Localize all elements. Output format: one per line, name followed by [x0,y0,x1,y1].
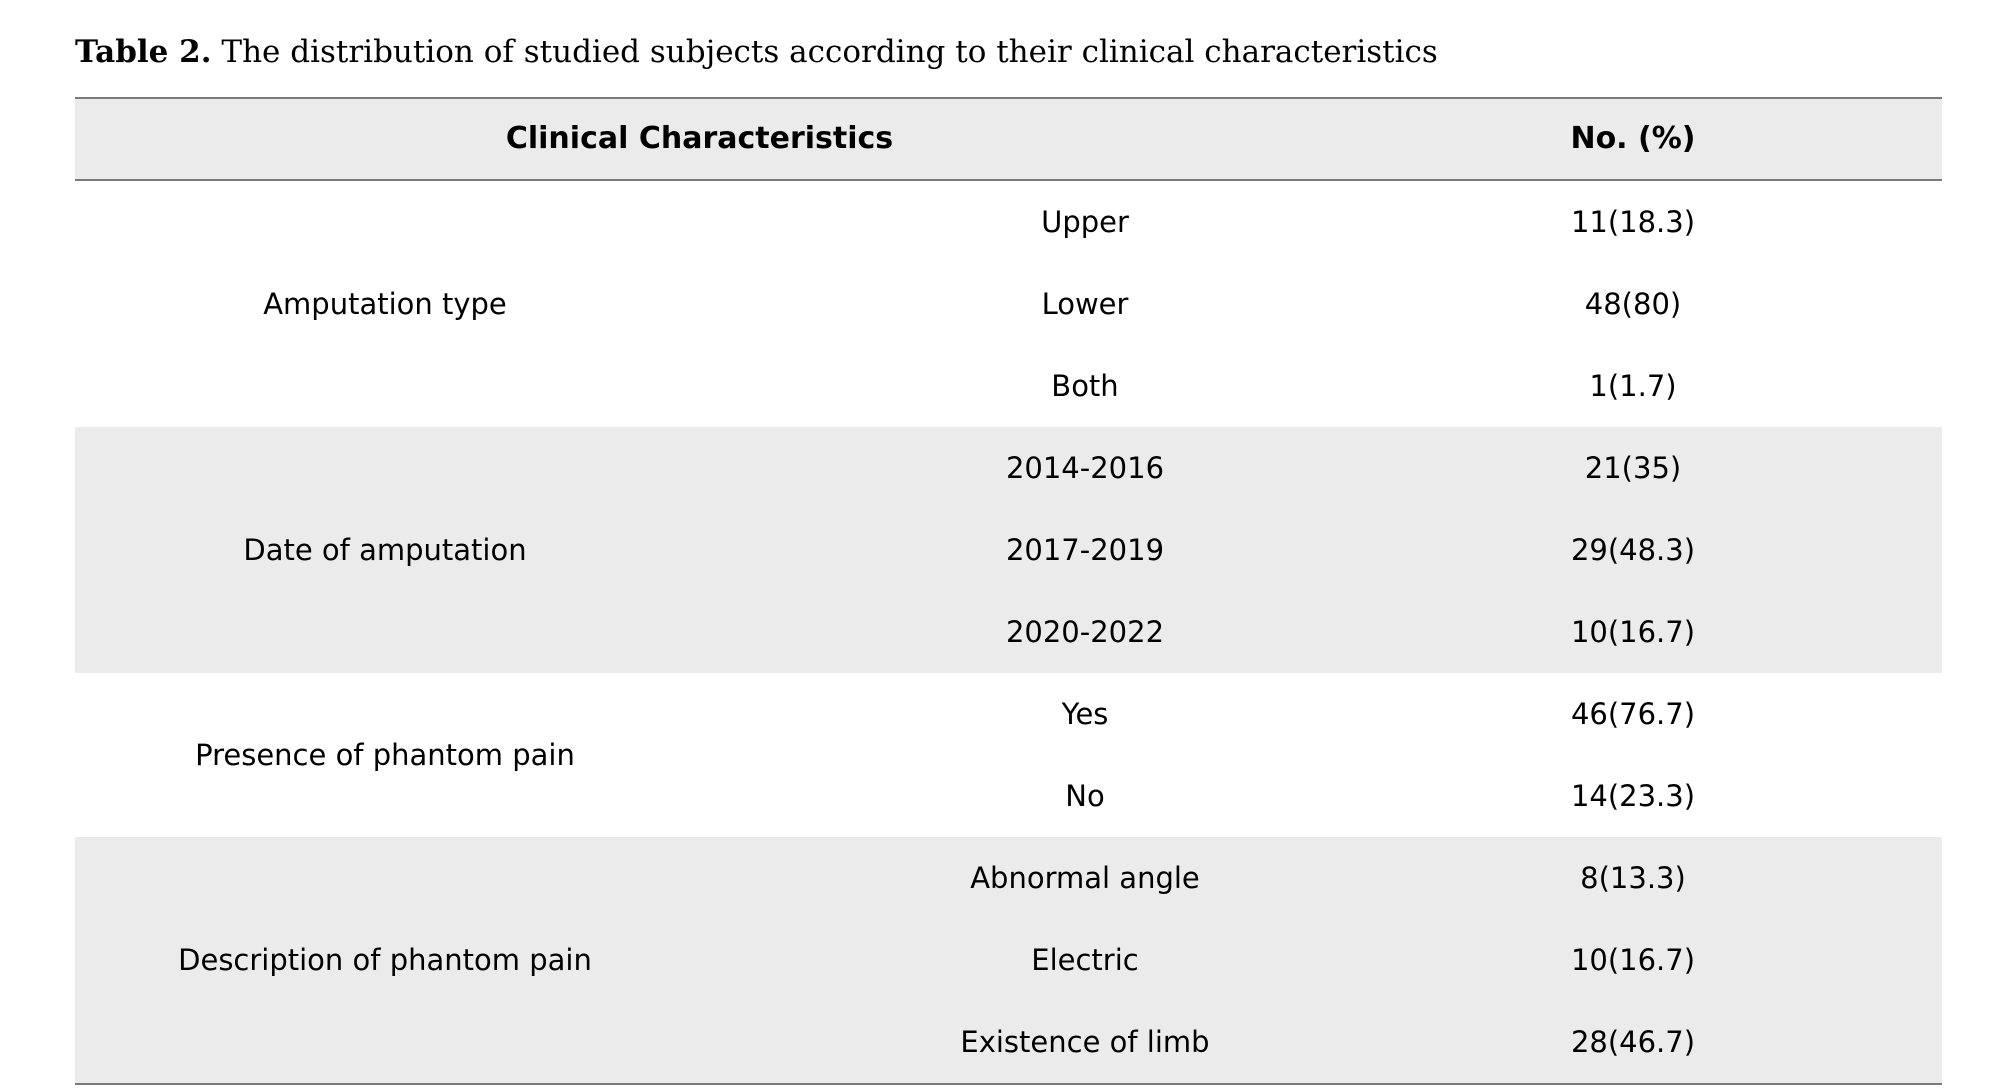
group-date-of-amputation [75,427,1942,673]
group-amputation-type [75,181,1942,427]
row-value: 1(1.7) [1589,369,1677,403]
row-value: 10(16.7) [1570,615,1696,649]
row-category: No [1065,779,1105,813]
table-row [75,837,1942,919]
row-category: Electric [1031,943,1139,977]
table-bottom-rule [75,1083,1942,1085]
group-label: Amputation type [263,287,507,321]
row-category: 2017-2019 [1005,533,1165,567]
group-label: Description of phantom pain [178,943,592,977]
header-count-percent: No. (%) [1570,121,1696,156]
row-value: 8(13.3) [1580,861,1686,895]
table-row [75,1001,1942,1083]
row-value: 14(23.3) [1570,779,1696,813]
row-value: 10(16.7) [1570,943,1696,977]
table-header [75,99,1942,181]
table-row [75,509,1942,591]
group-description-of-phantom-pain [75,837,1942,1083]
row-value: 46(76.7) [1570,697,1696,731]
group-label: Presence of phantom pain [195,738,575,772]
table-row [75,427,1942,509]
group-label: Date of amputation [243,533,527,567]
table-caption-text: The distribution of studied subjects according to their clinical characteristics [221,34,1438,70]
row-value: 29(48.3) [1570,533,1696,567]
table-row [75,345,1942,427]
table-caption-label: Table 2. [75,34,212,70]
table-row [75,263,1942,345]
row-value: 11(18.3) [1570,205,1696,239]
row-value: 48(80) [1584,287,1682,321]
table-row [75,673,1942,755]
row-category: Abnormal angle [970,861,1200,895]
group-presence-of-phantom-pain [75,673,1942,837]
row-category: Lower [1041,287,1129,321]
table-row [75,181,1942,263]
row-category: Existence of limb [960,1025,1210,1059]
row-value: 28(46.7) [1570,1025,1696,1059]
row-category: 2020-2022 [1005,615,1165,649]
header-clinical-characteristics: Clinical Characteristics [505,121,894,156]
table-row [75,919,1942,1001]
row-value: 21(35) [1584,451,1682,485]
table-caption [75,34,1438,70]
table-row [75,591,1942,673]
row-category: Both [1051,369,1119,403]
row-category: Yes [1061,697,1109,731]
table-row [75,755,1942,837]
row-category: 2014-2016 [1005,451,1165,485]
row-category: Upper [1041,205,1129,239]
clinical-characteristics-table [75,97,1942,1085]
